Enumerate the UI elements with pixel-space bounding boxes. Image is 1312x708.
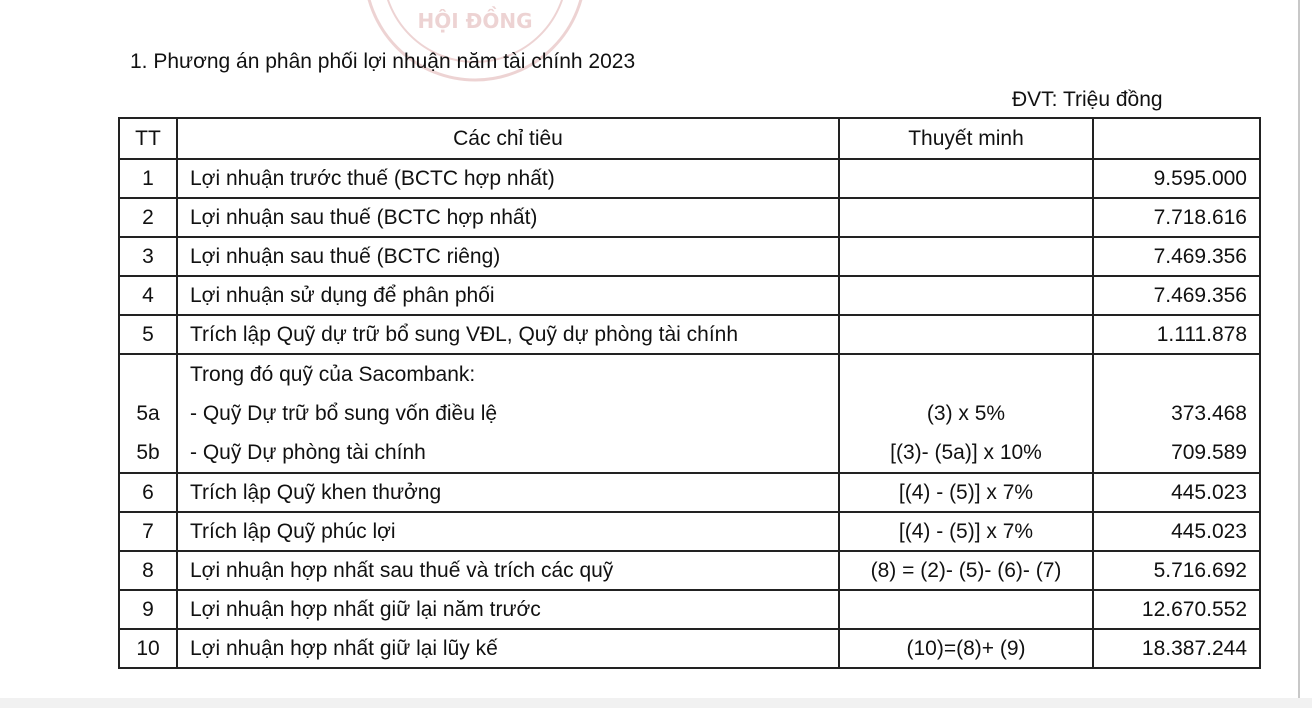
table-row — [119, 473, 1260, 512]
col-header-indicators: Các chỉ tiêu — [177, 118, 839, 159]
col-header-value — [1093, 118, 1260, 159]
row-value: 373.468 — [1171, 402, 1247, 425]
table-row — [119, 237, 1260, 276]
row-label: - Quỹ Dự phòng tài chính — [190, 441, 426, 464]
row-number: 10 — [119, 629, 177, 668]
row-number: 6 — [119, 473, 177, 512]
table-row — [119, 159, 1260, 198]
row-value: 7.718.616 — [1093, 198, 1260, 237]
table-header-row — [119, 118, 1260, 159]
row-note: [(3)- (5a)] x 10% — [890, 441, 1042, 464]
row-number: 8 — [119, 551, 177, 590]
row-note: [(4) - (5)] x 7% — [839, 473, 1093, 512]
row-number: 7 — [119, 512, 177, 551]
row-number: 4 — [119, 276, 177, 315]
row-note — [839, 315, 1093, 354]
row-label: Lợi nhuận hợp nhất sau thuế và trích các quỹ — [177, 551, 839, 590]
seal-text: HỘI ĐỒNG — [417, 9, 533, 33]
subfund-values — [1093, 354, 1260, 473]
row-number: 5a — [136, 402, 160, 425]
row-label: Trích lập Quỹ dự trữ bổ sung VĐL, Quỹ dự phòng tài chính — [177, 315, 839, 354]
table-row — [119, 551, 1260, 590]
row-note — [839, 237, 1093, 276]
unit-label: ĐVT: Triệu đồng — [1012, 88, 1163, 111]
subfund-heading-spacer — [132, 355, 164, 394]
row-label: Lợi nhuận sau thuế (BCTC riêng) — [177, 237, 839, 276]
page-edge-bottom — [0, 698, 1312, 708]
row-number: 5b — [136, 441, 160, 464]
row-number: 1 — [119, 159, 177, 198]
table-row — [119, 276, 1260, 315]
table-row — [119, 315, 1260, 354]
subfund-notes — [839, 354, 1093, 473]
row-number: 5 — [119, 315, 177, 354]
table-row — [119, 198, 1260, 237]
row-note — [839, 590, 1093, 629]
row-label: - Quỹ Dự trữ bổ sung vốn điều lệ — [190, 402, 498, 425]
row-note: [(4) - (5)] x 7% — [839, 512, 1093, 551]
row-note — [839, 276, 1093, 315]
row-value: 5.716.692 — [1093, 551, 1260, 590]
row-label: Trích lập Quỹ phúc lợi — [177, 512, 839, 551]
row-note — [839, 198, 1093, 237]
profit-distribution-table — [118, 117, 1261, 669]
col-header-explanation: Thuyết minh — [839, 118, 1093, 159]
row-label: Lợi nhuận hợp nhất giữ lại năm trước — [177, 590, 839, 629]
row-number: 9 — [119, 590, 177, 629]
row-value: 9.595.000 — [1093, 159, 1260, 198]
table-row — [119, 629, 1260, 668]
red-seal-stamp — [355, 0, 595, 90]
table-row — [119, 590, 1260, 629]
row-value: 18.387.244 — [1093, 629, 1260, 668]
row-note: (8) = (2)- (5)- (6)- (7) — [839, 551, 1093, 590]
row-value: 1.111.878 — [1093, 315, 1260, 354]
row-label: Trích lập Quỹ khen thưởng — [177, 473, 839, 512]
col-header-tt: TT — [119, 118, 177, 159]
page-edge-right — [1298, 0, 1300, 708]
row-value: 445.023 — [1093, 473, 1260, 512]
table-row — [119, 512, 1260, 551]
row-label: Lợi nhuận hợp nhất giữ lại lũy kế — [177, 629, 839, 668]
row-value: 7.469.356 — [1093, 237, 1260, 276]
row-label: Lợi nhuận sau thuế (BCTC hợp nhất) — [177, 198, 839, 237]
row-number: 2 — [119, 198, 177, 237]
row-note — [839, 159, 1093, 198]
row-value: 12.670.552 — [1093, 590, 1260, 629]
row-note: (10)=(8)+ (9) — [839, 629, 1093, 668]
subfund-heading: Trong đó quỹ của Sacombank: — [190, 363, 476, 386]
row-note: (3) x 5% — [926, 402, 1006, 425]
row-label: Lợi nhuận sử dụng để phân phối — [177, 276, 839, 315]
row-value: 7.469.356 — [1093, 276, 1260, 315]
table-row-subfunds — [119, 354, 1260, 473]
row-value: 709.589 — [1171, 441, 1247, 464]
subfund-numbers — [119, 354, 177, 473]
subfund-heading-spacer — [852, 355, 1080, 394]
row-label: Lợi nhuận trước thuế (BCTC hợp nhất) — [177, 159, 839, 198]
row-value: 445.023 — [1093, 512, 1260, 551]
subfund-heading-spacer — [1106, 355, 1247, 394]
subfund-labels — [177, 354, 839, 473]
section-title: 1. Phương án phân phối lợi nhuận năm tài chính 2023 — [130, 50, 636, 73]
row-number: 3 — [119, 237, 177, 276]
